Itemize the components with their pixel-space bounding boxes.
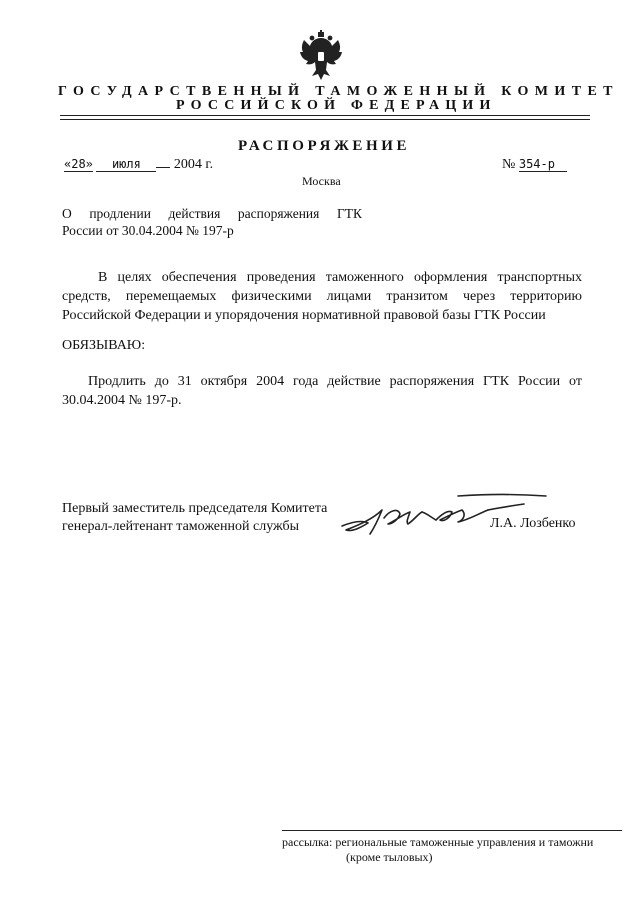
number-prefix: №: [502, 157, 516, 172]
header-rule-bottom: [60, 119, 590, 120]
date-day: «28»: [64, 157, 93, 171]
position-line2: генерал-лейтенант таможенной службы: [62, 519, 300, 534]
distribution-rule: [282, 830, 622, 831]
document-type-title: РАСПОРЯЖЕНИЕ: [238, 138, 411, 154]
organization-name-line2: РОССИЙСКОЙ ФЕДЕРАЦИИ: [176, 98, 497, 113]
handwritten-signature: [338, 490, 548, 540]
signatory-name: Л.А. Лозбенко: [490, 516, 576, 531]
preamble-line3: Российской Федерации и упорядочения нормативной правовой базы ГТК России: [62, 308, 546, 323]
date-month: июля: [96, 157, 156, 172]
document-city: Москва: [302, 174, 341, 188]
preamble-line1: В целях обеспечения проведения таможенного оформления транспортных: [98, 270, 582, 285]
document-subject: [62, 205, 362, 239]
header-rule-top: [60, 115, 590, 116]
distribution-list: [282, 830, 622, 865]
distribution-line2: (кроме тыловых): [346, 850, 433, 864]
preamble-paragraph: [62, 268, 582, 325]
subject-line1: О продлении действия распоряжения ГТК: [62, 206, 362, 221]
date-year: 2004 г.: [173, 157, 214, 172]
signatory-position: [62, 500, 327, 536]
position-line1: Первый заместитель председателя Комитета: [62, 501, 328, 516]
organization-name-line1: ГОСУДАРСТВЕННЫЙ ТАМОЖЕННЫЙ КОМИТЕТ: [58, 84, 619, 99]
directive-paragraph: [62, 372, 582, 410]
subject-line2: России от 30.04.2004 № 197-р: [62, 223, 234, 238]
number-value: 354-р: [519, 157, 567, 172]
distribution-line1: рассылка: региональные таможенные управления и таможни: [282, 835, 594, 849]
document-date: [64, 157, 213, 173]
preamble-line2: средств, перемещаемых физическими лицами транзитом через территорию: [62, 289, 582, 304]
obligation-heading: ОБЯЗЫВАЮ:: [62, 338, 146, 353]
directive-line1: Продлить до 31 октября 2004 года действие распоряжения ГТК России от: [88, 374, 582, 389]
document-number: [502, 157, 567, 173]
directive-line2: 30.04.2004 № 197-р.: [62, 393, 182, 408]
double-headed-eagle-icon: [298, 30, 344, 82]
